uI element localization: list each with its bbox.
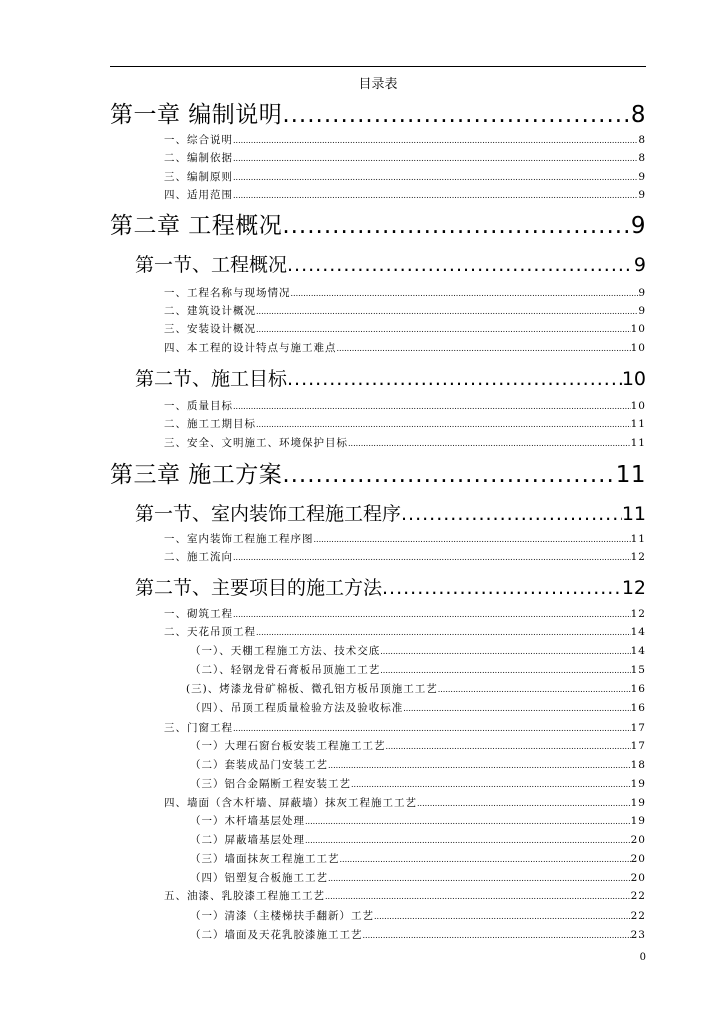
toc-entry-label: (三)、烤漆龙骨矿棉板、微孔铝方板吊顶施工工艺 [186, 683, 438, 695]
toc-leader-dots [401, 503, 622, 525]
toc-leader-dots [287, 368, 622, 390]
toc-title: 目录表 [358, 77, 398, 92]
toc-leader-dots [305, 836, 631, 845]
toc-entry-label: 第二章 工程概况 [110, 213, 283, 239]
toc-entry-level3[interactable] [164, 624, 646, 639]
toc-leader-dots [380, 666, 630, 675]
toc-leader-dots [305, 817, 631, 826]
toc-entry-level2[interactable] [135, 250, 646, 276]
toc-entry-label: 一、工程名称与现场情况 [164, 287, 291, 299]
toc-entry-page: 16 [630, 683, 646, 695]
toc-entry-label: 二、施工流向 [164, 551, 233, 563]
header-rule [110, 66, 646, 67]
toc-entry-level3[interactable] [164, 398, 646, 413]
toc-entry-label: 一、质量目标 [164, 400, 233, 412]
toc-entry-page: 19 [630, 797, 646, 809]
toc-entry-label: 第一节、室内装饰工程施工程序 [135, 503, 402, 525]
toc-entry-page: 10 [621, 368, 646, 390]
toc-entry-level4[interactable] [190, 700, 646, 715]
toc-leader-dots [233, 136, 638, 145]
toc-entry-label: （二）套装成品门安装工艺 [190, 759, 328, 771]
toc-entry-label: （二）、轻钢龙骨石膏板吊顶施工工艺 [190, 664, 381, 676]
toc-entry-level3[interactable] [164, 606, 646, 621]
toc-entry-level3[interactable] [164, 285, 646, 300]
toc-leader-dots [233, 553, 631, 562]
toc-leader-dots [256, 325, 631, 334]
toc-entry-level3[interactable] [164, 435, 646, 450]
toc-entry-level3[interactable] [164, 303, 646, 318]
toc-entry-label: 三、安装设计概况 [164, 323, 256, 335]
toc-entry-page: 12 [630, 551, 646, 563]
toc-entry-label: 二、编制依据 [164, 152, 233, 164]
toc-entry-level4[interactable] [190, 832, 646, 847]
toc-leader-dots [256, 307, 638, 316]
toc-entry-page: 9 [638, 189, 646, 201]
toc-entry-page: 23 [630, 929, 646, 941]
toc-entry-level4[interactable] [190, 738, 646, 753]
toc-entry-level4[interactable] [190, 813, 646, 828]
toc-entry-level4[interactable] [190, 662, 646, 677]
toc-entry-page: 22 [630, 890, 646, 902]
toc-entry-page: 11 [630, 437, 646, 449]
toc-entry-label: 四、本工程的设计特点与施工难点 [164, 342, 337, 354]
toc-leader-dots [233, 191, 638, 200]
toc-entry-label: 第一章 编制说明 [110, 102, 283, 128]
toc-entry-level3[interactable] [164, 549, 646, 564]
toc-entry-level3[interactable] [164, 888, 646, 903]
toc-entry-level3[interactable] [164, 321, 646, 336]
toc-leader-dots [351, 780, 631, 789]
toc-leader-dots [233, 610, 631, 619]
toc-entry-page: 19 [630, 815, 646, 827]
toc-entry-level3[interactable] [164, 132, 646, 147]
toc-entry-page: 9 [633, 254, 646, 276]
toc-entry-label: 第二节、主要项目的施工方法 [135, 577, 383, 599]
toc-entry-level4[interactable] [190, 643, 646, 658]
toc-entry-page: 10 [630, 323, 646, 335]
toc-leader-dots [348, 439, 631, 448]
toc-entry-label: （一）清漆（主楼梯扶手翻新）工艺 [190, 910, 374, 922]
toc-entry-level3[interactable] [164, 416, 646, 431]
toc-entry-page: 9 [638, 171, 646, 183]
toc-leader-dots [340, 855, 631, 864]
toc-entry-page: 8 [638, 152, 646, 164]
toc-entry-level4[interactable] [190, 927, 646, 942]
toc-entry-label: 四、适用范围 [164, 189, 233, 201]
toc-leader-dots [417, 799, 631, 808]
toc-leader-dots [382, 577, 622, 599]
toc-entry-page: 17 [630, 740, 646, 752]
toc-entry-page: 9 [630, 213, 646, 239]
toc-leader-dots [233, 402, 631, 411]
toc-entry-level4[interactable] [190, 757, 646, 772]
toc-entry-label: 三、门窗工程 [164, 722, 233, 734]
toc-entry-label: 一、室内装饰工程施工程序图 [164, 533, 314, 545]
toc-entry-level4[interactable] [186, 681, 646, 696]
toc-entry-level2[interactable] [135, 499, 646, 525]
toc-entry-label: 第三章 施工方案 [110, 462, 283, 488]
toc-entry-label: （四）铝塑复合板施工工艺 [190, 872, 328, 884]
toc-entry-page: 8 [630, 102, 646, 128]
toc-leader-dots [438, 685, 631, 694]
toc-entry-page: 11 [621, 503, 646, 525]
toc-entry-page: 15 [630, 664, 646, 676]
toc-entry-page: 16 [630, 702, 646, 714]
toc-entry-page: 11 [630, 418, 646, 430]
toc-entry-label: （一）木杆墙基层处理 [190, 815, 305, 827]
toc-leader-dots [291, 289, 639, 298]
toc-entry-label: （一）大理石窗台板安装工程施工工艺 [190, 740, 386, 752]
toc-entry-level1[interactable] [110, 456, 646, 486]
toc-entry-page: 9 [638, 305, 646, 317]
toc-entry-page: 20 [630, 872, 646, 884]
toc-leader-dots [337, 344, 631, 353]
toc-leader-dots [363, 931, 631, 940]
toc-entry-label: （二）墙面及天花乳胶漆施工工艺 [190, 929, 363, 941]
toc-entry-page: 14 [630, 645, 646, 657]
toc-leader-dots [314, 535, 631, 544]
toc-leader-dots [282, 102, 631, 128]
toc-entry-page: 20 [630, 834, 646, 846]
toc-entry-page: 17 [630, 722, 646, 734]
toc-entry-label: 二、建筑设计概况 [164, 305, 256, 317]
toc-entry-label: （四）、吊顶工程质量检验方法及验收标准 [190, 702, 404, 714]
toc-entry-label: 二、施工工期目标 [164, 418, 256, 430]
toc-entry-level3[interactable] [164, 795, 646, 810]
toc-entry-page: 12 [621, 577, 646, 599]
toc-entry-level4[interactable] [190, 870, 646, 885]
toc-entry-page: 22 [630, 910, 646, 922]
toc-entry-level3[interactable] [164, 340, 646, 355]
toc-leader-dots [328, 761, 631, 770]
toc-leader-dots [256, 420, 631, 429]
toc-entry-label: 四、墙面（含木杆墙、屏蔽墙）抹灰工程施工工艺 [164, 797, 417, 809]
toc-entry-label: （二）屏蔽墙基层处理 [190, 834, 305, 846]
toc-leader-dots [325, 892, 631, 901]
toc-leader-dots [380, 647, 630, 656]
toc-entry-level3[interactable] [164, 187, 646, 202]
toc-entry-page: 10 [630, 400, 646, 412]
toc-entry-page: 19 [630, 778, 646, 790]
toc-leader-dots [374, 912, 631, 921]
toc-entry-label: 一、砌筑工程 [164, 608, 233, 620]
toc-entry-level4[interactable] [190, 776, 646, 791]
toc-entry-page: 10 [630, 342, 646, 354]
toc-leader-dots [233, 724, 631, 733]
toc-leader-dots [233, 154, 638, 163]
toc-entry-level3[interactable] [164, 720, 646, 735]
toc-leader-dots [282, 213, 631, 239]
toc-leader-dots [233, 173, 638, 182]
toc-entry-level3[interactable] [164, 169, 646, 184]
toc-entry-label: 三、编制原则 [164, 171, 233, 183]
toc-leader-dots [287, 254, 634, 276]
toc-leader-dots [386, 742, 631, 751]
toc-entry-label: 二、天花吊顶工程 [164, 626, 256, 638]
toc-entry-level4[interactable] [190, 851, 646, 866]
toc-entry-page: 12 [630, 608, 646, 620]
toc-entry-level4[interactable] [190, 908, 646, 923]
toc-entry-level2[interactable] [135, 364, 646, 390]
toc-entry-page: 18 [630, 759, 646, 771]
toc-entry-level1[interactable] [110, 96, 646, 126]
toc-entry-page: 11 [630, 533, 646, 545]
toc-entry-page: 14 [630, 626, 646, 638]
toc-entry-page: 8 [638, 134, 646, 146]
toc-entry-label: 五、油漆、乳胶漆工程施工工艺 [164, 890, 325, 902]
toc-leader-dots [403, 704, 630, 713]
toc-entry-level1[interactable] [110, 207, 646, 237]
toc-leader-dots [328, 874, 631, 883]
toc-entry-level3[interactable] [164, 531, 646, 546]
toc-entry-page: 20 [630, 853, 646, 865]
toc-entry-label: 一、综合说明 [164, 134, 233, 146]
toc-entry-level3[interactable] [164, 150, 646, 165]
toc-entry-label: 第二节、施工目标 [135, 368, 288, 390]
toc-leader-dots [282, 462, 615, 488]
toc-entry-page: 11 [615, 462, 646, 488]
toc-entry-label: （三）墙面抹灰工程施工工艺 [190, 853, 340, 865]
toc-entry-page: 9 [638, 287, 646, 299]
toc-entry-label: （三）铝合金隔断工程安装工艺 [190, 778, 351, 790]
toc-leader-dots [256, 628, 631, 637]
toc-entry-label: 第一节、工程概况 [135, 254, 288, 276]
page-number: 0 [639, 952, 646, 963]
toc-entry-label: （一）、天棚工程施工方法、技术交底 [190, 645, 381, 657]
toc-entry-level2[interactable] [135, 573, 646, 599]
toc-entry-label: 三、安全、文明施工、环境保护目标 [164, 437, 348, 449]
